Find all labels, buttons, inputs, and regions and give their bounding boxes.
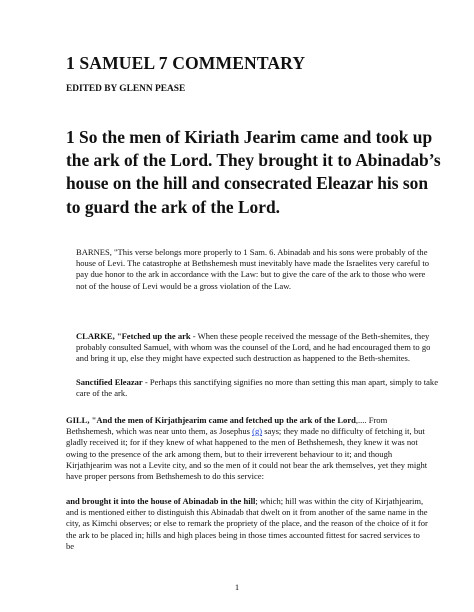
clarke-label: CLARKE, "Fetched up the ark	[76, 331, 191, 341]
gill-label: GILL, "And the men of Kirjathjearim came and fetched up the ark of the Lord	[66, 415, 356, 425]
gill-continued-text: ; which; hill was within the city of Kirjathjearim, and is mentioned either to distinguish this Abinadab that dwelt on it from another of the same name in the city, as Kimchi observes; or else to remark the propriety of the place, and the reason of the choice of it for the ark to be placed in; hills and high places being in those times accounted fittest for sacred services to be	[66, 496, 428, 551]
gill-continued-label: and brought it into the house of Abinadab in the hill	[66, 496, 256, 506]
sanctified-label: Sanctified Eleazar	[76, 377, 143, 387]
barnes-text: This verse belongs more properly to 1 Sam. 6. Abinadab and his sons were probably of the house of Levi. The catastrophe at Bethshemesh must inevitably have made the Israelites very careful to pay due honor to the ark in accordance with the Law: but to give the care of the ark to those who were not of the house of Levi would be a gross violation of the Law.	[76, 247, 429, 291]
editor-credit: EDITED BY GLENN PEASE	[66, 84, 186, 94]
clarke-sanctified	[66, 377, 438, 399]
clarke-text: - When these people received the message of the Beth-shemites, they probably consulted Samuel, with whom was the counsel of the Lord, and he had encouraged them to go and bring it up, else they might have expected such destruction as happened to the Beth-shemites.	[76, 331, 431, 364]
barnes-commentary	[66, 247, 438, 292]
gill-continued	[66, 496, 428, 552]
verse-text: 1 So the men of Kiriath Jearim came and took up the ark of the Lord. They brought it to Abinadab’s house on the hill and consecrated Eleazar his son to guard the ark of the Lord.	[66, 127, 441, 217]
gill-text-b: says; they made no difficulty of fetching it, but gladly received it; for if they knew of what happened to the men of Bethshemesh, they knew it was not owing to the presence of the ark among them, but to their irreverent behaviour to it; and though Kirjathjearim was not a Levite city, and so the men of it could not bear the ark themselves, yet they might have proper persons from Bethshemesh to do this service:	[66, 426, 428, 482]
barnes-label: BARNES, "	[76, 247, 118, 257]
footnote-link[interactable]: (g)	[252, 426, 263, 437]
gill-text-a: ,.... From Bethshemesh, which was near unto them, as Josephus	[66, 415, 388, 437]
sanctified-text: - Perhaps this sanctifying signifies no more than setting this man apart, simply to take care of the ark.	[76, 377, 438, 399]
document-title: 1 SAMUEL 7 COMMENTARY	[66, 53, 306, 73]
gill-commentary	[66, 415, 428, 482]
clarke-commentary	[66, 331, 438, 365]
page-number: 1	[234, 582, 240, 592]
